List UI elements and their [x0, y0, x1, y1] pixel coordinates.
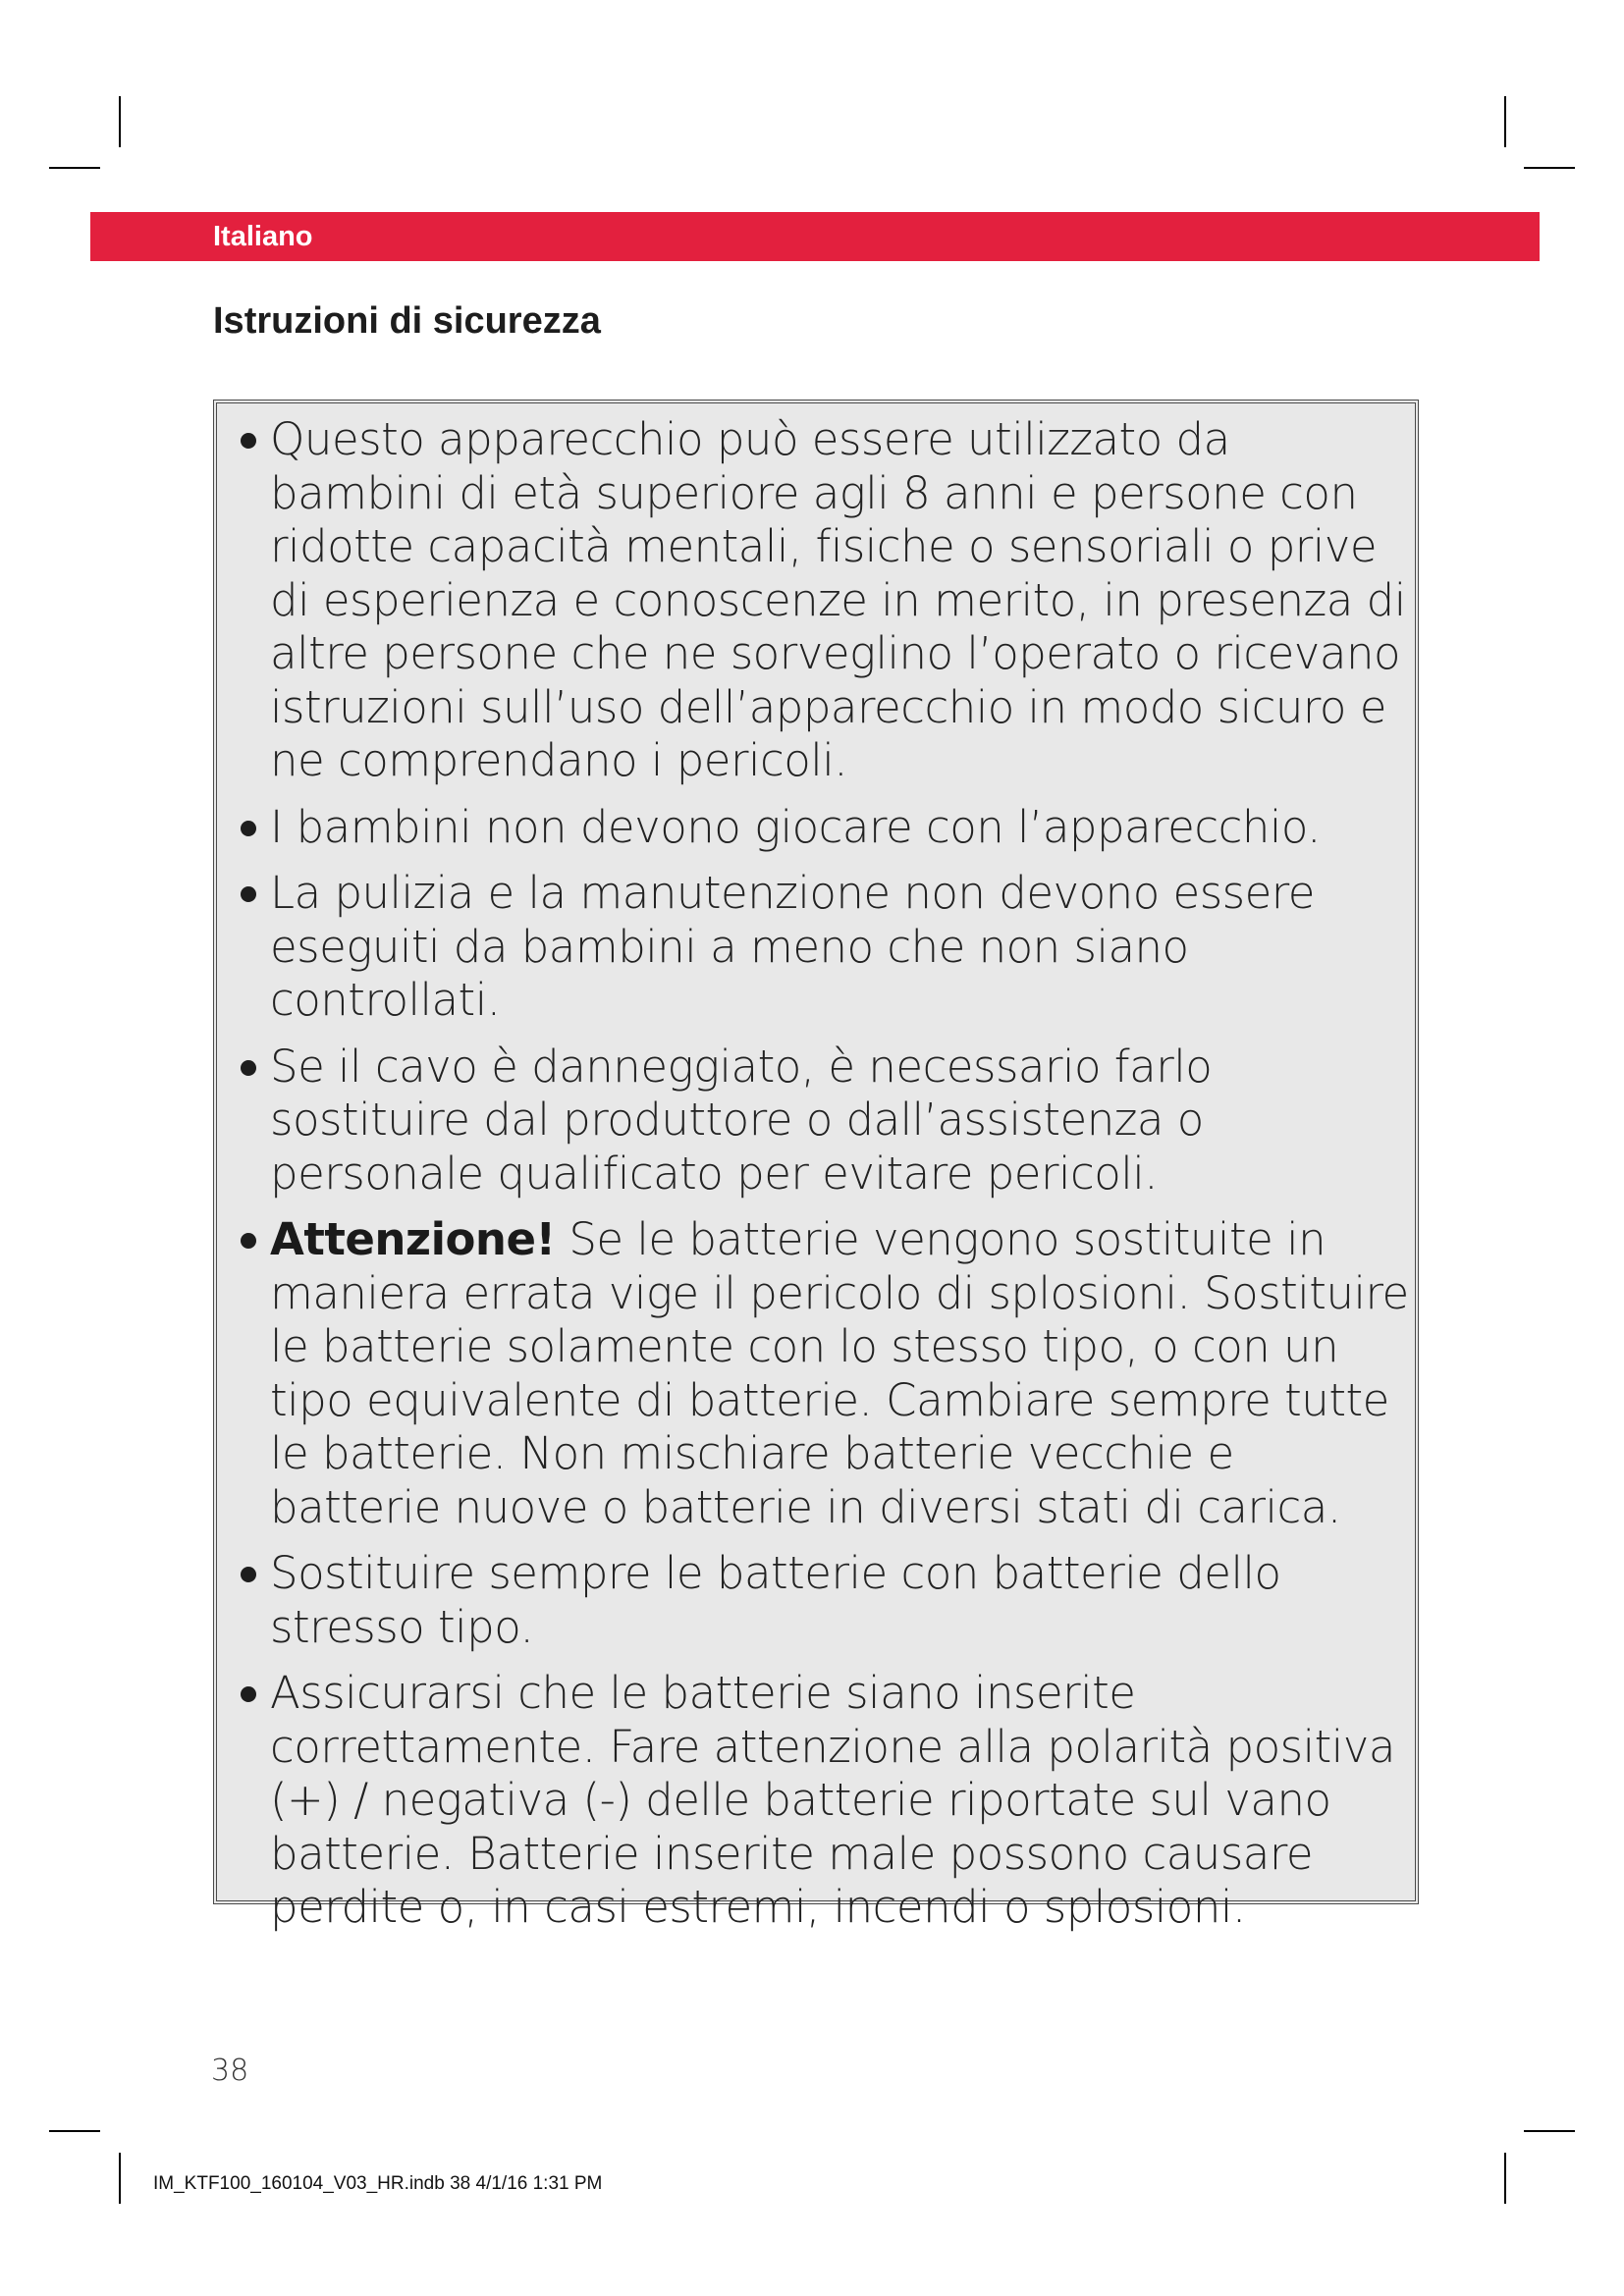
crop-mark-top-left-horizontal: [49, 167, 100, 169]
bullet-dot-icon: [241, 433, 256, 449]
crop-mark-top-right-vertical: [1504, 96, 1506, 147]
warning-text: Assicurarsi che le batterie siano inserite correttamente. Fare attenzione alla polarità positiva (+) / negativa (-) delle batterie riportate sul vano batterie. Batterie inserite male possono causare perdite o, in casi estremi, incendi o splosioni.: [270, 1667, 1395, 1933]
bullet-dot-icon: [241, 1686, 256, 1702]
crop-mark-bottom-right-horizontal: [1524, 2130, 1575, 2132]
warning-text: Sostituire sempre le batterie con batterie dello stresso tipo.: [270, 1547, 1281, 1653]
safety-warning-item: [241, 1213, 1411, 1534]
warning-text: I bambini non devono giocare con l’apparecchio.: [270, 800, 1321, 853]
safety-warning-item: [241, 801, 1411, 855]
print-slug: IM_KTF100_160104_V03_HR.indb 38 4/1/16 1:31 PM: [153, 2173, 603, 2194]
safety-warning-item: [241, 413, 1411, 788]
warning-text: Se le batterie vengono sostituite in maniera errata vige il pericolo di splosioni. Sostituire le batterie solamente con lo stesso tipo, o con un tipo equivalente di batterie. Cambiare sempre tutte le batterie. Non mischiare batterie vecchie e batterie nuove o batterie in diversi stati di carica.: [270, 1213, 1409, 1533]
safety-warning-item: [241, 867, 1411, 1028]
bullet-dot-icon: [241, 1233, 256, 1249]
crop-mark-bottom-right-vertical: [1504, 2153, 1506, 2204]
section-title: Istruzioni di sicurezza: [213, 300, 601, 342]
safety-warning-item: [241, 1667, 1411, 1935]
safety-warning-item: [241, 1041, 1411, 1201]
bullet-dot-icon: [241, 886, 256, 902]
bullet-dot-icon: [241, 1060, 256, 1076]
safety-warning-box: [213, 400, 1419, 1933]
warning-emphasis: Attenzione!: [270, 1213, 556, 1265]
language-label: Italiano: [213, 221, 313, 252]
language-header-bar: [90, 212, 1540, 261]
warning-text: Se il cavo è danneggiato, è necessario farlo sostituire dal produttore o dall’assistenza o personale qualificato per evitare pericoli.: [270, 1040, 1213, 1200]
safety-warning-list: [217, 403, 1415, 1935]
warning-text: La pulizia e la manutenzione non devono essere eseguiti da bambini a meno che non siano controllati.: [270, 867, 1315, 1026]
page-number: 38: [211, 2054, 249, 2088]
crop-mark-top-right-horizontal: [1524, 167, 1575, 169]
crop-mark-bottom-left-horizontal: [49, 2130, 100, 2132]
crop-mark-bottom-left-vertical: [119, 2153, 121, 2204]
crop-mark-top-left-vertical: [119, 96, 121, 147]
bullet-dot-icon: [241, 1567, 256, 1582]
warning-text: Questo apparecchio può essere utilizzato da bambini di età superiore agli 8 anni e persone con ridotte capacità mentali, fisiche o sensoriali o prive di esperienza e conoscenze in merito, in presenza di altre persone che ne sorveglino l’operato o ricevano istruzioni sull’uso dell’apparecchio in modo sicuro e ne comprendano i pericoli.: [270, 413, 1406, 786]
bullet-dot-icon: [241, 821, 256, 836]
safety-warning-item: [241, 1547, 1411, 1654]
